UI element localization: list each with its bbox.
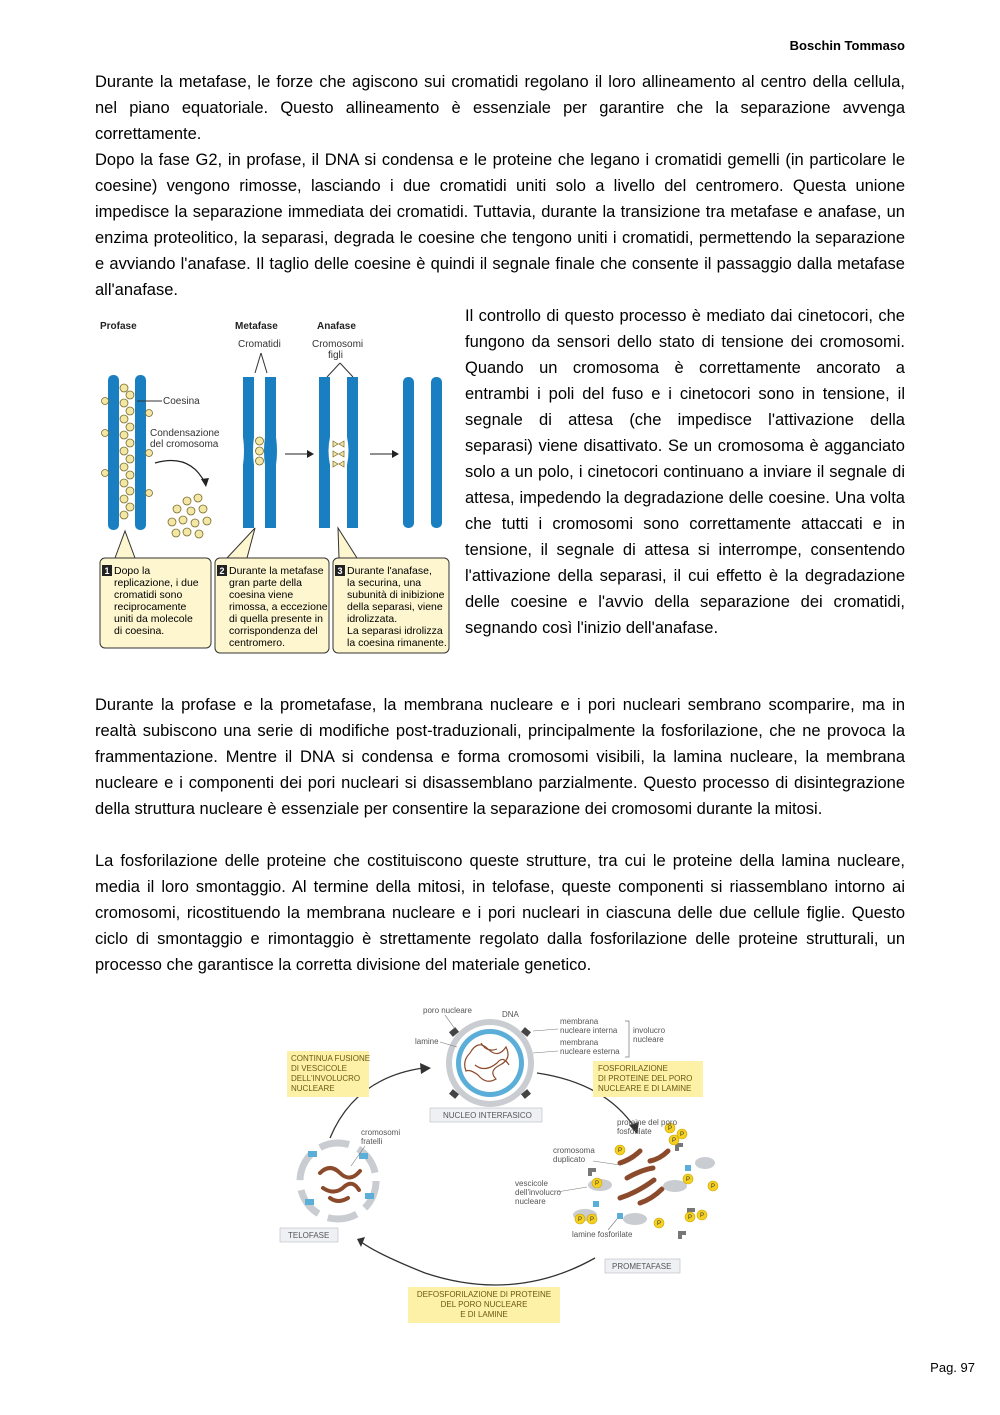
nuclear-envelope-cycle-figure — [275, 1003, 735, 1328]
svg-text:P: P — [589, 1217, 595, 1223]
svg-text:P: P — [671, 1138, 677, 1144]
telophase-nucleus — [300, 1143, 376, 1219]
label-anafase: Anafase — [317, 321, 356, 332]
svg-text:la securina, una: la securina, una — [347, 577, 422, 589]
label-telofase: TELOFASE — [288, 1231, 330, 1240]
label-lamine-fosforilate: lamine fosforilate — [572, 1230, 633, 1239]
svg-text:P: P — [699, 1213, 705, 1219]
svg-text:di coesina.: di coesina. — [114, 625, 165, 637]
label-del-cromosoma: del cromosoma — [150, 439, 219, 450]
label-metafase: Metafase — [235, 321, 278, 332]
interphase-nucleus — [446, 1019, 534, 1107]
label-membrana-interna: nucleare interna — [560, 1026, 618, 1035]
svg-text:P: P — [685, 1177, 691, 1183]
svg-text:1: 1 — [104, 566, 110, 576]
svg-text:subunità di inibizione: subunità di inibizione — [347, 589, 445, 601]
svg-text:cromatidi sono: cromatidi sono — [114, 589, 183, 601]
phosphate-markers — [575, 1123, 718, 1228]
caption-box-2 — [215, 558, 329, 653]
label-fosforilazione: NUCLEARE E DI LAMINE — [598, 1084, 692, 1093]
svg-text:Dopo la: Dopo la — [114, 565, 151, 577]
svg-text:P: P — [656, 1221, 662, 1227]
label-cromosomi: Cromosomi — [312, 339, 364, 350]
paragraph-2: Dopo la fase G2, in profase, il DNA si condensa e le proteine che legano i cromatidi gemelli (in particolare le coesine) vengono rimosse, lasciando i due cromatidi uniti solo a livello del centromero. Questa unione impedisce la separazione immediata dei cromatidi. Tuttavia, durante la transizione tra metafase e anafase, un enzima proteolitico, la separasi, degrada le coesine che tengono uniti i cromatidi, permettendo la separazione e avviando l'anafase. Il taglio delle coesine è quindi il segnale finale che consente il passaggio dalla metafase all'anafase. — [95, 151, 905, 299]
svg-text:P: P — [679, 1132, 685, 1138]
author-name: Boschin Tommaso — [789, 38, 905, 53]
label-dna: DNA — [502, 1010, 519, 1019]
label-proteine-poro: fosforilate — [617, 1127, 652, 1136]
svg-text:P: P — [710, 1184, 716, 1190]
svg-text:P: P — [687, 1215, 693, 1221]
svg-text:2: 2 — [219, 566, 225, 576]
svg-text:uniti da molecole: uniti da molecole — [114, 613, 193, 625]
svg-text:corrispondenza del: corrispondenza del — [229, 625, 318, 637]
svg-text:involucro: involucro — [633, 1026, 666, 1035]
svg-text:replicazione, i due: replicazione, i due — [114, 577, 199, 589]
label-lamine: lamine — [415, 1037, 439, 1046]
label-involucro-nucleare: nucleare — [633, 1035, 664, 1044]
svg-text:rimossa, a eccezione: rimossa, a eccezione — [229, 601, 328, 613]
svg-text:FOSFORILAZIONE: FOSFORILAZIONE — [598, 1064, 668, 1073]
svg-text:proteine del poro: proteine del poro — [617, 1118, 678, 1127]
caption-box-3 — [333, 558, 449, 653]
svg-text:coesina viene: coesina viene — [229, 589, 294, 601]
svg-text:cromosomi: cromosomi — [361, 1128, 401, 1137]
svg-text:P: P — [617, 1148, 623, 1154]
svg-text:centromero.: centromero. — [229, 637, 286, 649]
svg-text:vescicole: vescicole — [515, 1179, 548, 1188]
label-continua-fusione: NUCLEARE — [291, 1084, 335, 1093]
svg-text:DEL PORO NUCLEARE: DEL PORO NUCLEARE — [440, 1300, 528, 1309]
svg-text:della separasi, viene: della separasi, viene — [347, 601, 443, 613]
label-membrana-esterna: nucleare esterna — [560, 1047, 620, 1056]
paragraph-1: Durante la metafase, le forze che agiscono sui cromatidi regolano il loro allineamento al centro della cellula, nel piano equatoriale. Questo allineamento è essenziale per garantire che la separazione avvenga correttamente. — [95, 73, 905, 143]
paragraph-3: Il controllo di questo processo è mediato dai cinetocori, che fungono da sensori dello stato di tensione dei cromosomi. Quando un cromosoma è correttamente ancorato a entrambi i poli del fuso e i cinetocori sono in tensione, il segnale di attesa (che impedisce l'attivazione della separasi) viene disattivato. Se un cromosoma è agganciato solo a un polo, i cinetocori continuano a inviare il segnale di attesa, impedendo la degradazione delle coesine. Una volta che tutti i cromosomi sono correttamente attaccati e in tensione, il segnale di attesa si interrompe, consentendo l'attivazione della separasi, il cui effetto è la degradazione delle coesine e l'avvio della separazione dei cromatidi, segnando così l'inizio dell'anafase. — [465, 307, 905, 637]
label-nucleo-interfasico: NUCLEO INTERFASICO — [443, 1111, 532, 1120]
cohesin-figure — [95, 313, 455, 658]
svg-text:membrana: membrana — [560, 1017, 599, 1026]
svg-text:Durante la metafase: Durante la metafase — [229, 565, 324, 577]
label-condensazione: Condensazione — [150, 428, 220, 439]
svg-text:La separasi idrolizza: La separasi idrolizza — [347, 625, 443, 637]
svg-text:DI VESCICOLE: DI VESCICOLE — [291, 1064, 348, 1073]
svg-text:P: P — [667, 1126, 673, 1132]
label-figli: figli — [328, 350, 344, 361]
page-number: Pag. 97 — [930, 1360, 975, 1375]
svg-text:cromosoma: cromosoma — [553, 1146, 595, 1155]
svg-text:membrana: membrana — [560, 1038, 599, 1047]
svg-text:P: P — [577, 1217, 583, 1223]
free-cohesin — [168, 494, 211, 538]
svg-text:DELL'INVOLUCRO: DELL'INVOLUCRO — [291, 1074, 361, 1083]
svg-text:idrolizzata.: idrolizzata. — [347, 613, 398, 625]
label-coesina: Coesina — [163, 396, 200, 407]
prometaphase-components — [573, 1143, 715, 1239]
label-profase: Profase — [100, 321, 137, 332]
label-poro-nucleare: poro nucleare — [423, 1006, 472, 1015]
separated-chromosomes — [403, 377, 442, 528]
svg-text:dell'involucro: dell'involucro — [515, 1188, 561, 1197]
svg-text:Durante l'anafase,: Durante l'anafase, — [347, 565, 432, 577]
svg-text:DI PROTEINE DEL PORO: DI PROTEINE DEL PORO — [598, 1074, 693, 1083]
label-vescicole: nucleare — [515, 1197, 546, 1206]
svg-text:DEFOSFORILAZIONE DI PROTEINE: DEFOSFORILAZIONE DI PROTEINE — [416, 1290, 552, 1299]
svg-text:3: 3 — [337, 566, 343, 576]
svg-text:P: P — [594, 1181, 600, 1187]
label-cromosoma-duplicato: duplicato — [553, 1155, 586, 1164]
profase-chromosome — [102, 375, 153, 530]
paragraph-5: La fosforilazione delle proteine che costituiscono queste strutture, tra cui le proteine della lamina nucleare, media il loro smontaggio. Al termine della mitosi, in telofase, queste componenti si riassemblano intorno ai cromosomi, ricostituendo la membrana nucleare e i pori nucleari in ciascuna delle due cellule figlie. Questo ciclo di smontaggio e rimontaggio è strettamente regolato dalla fosforilazione delle proteine strutturali, un processo che garantisce la corretta divisione del materiale genetico. — [95, 852, 905, 974]
svg-text:gran parte della: gran parte della — [229, 577, 302, 589]
metafase-chromosome — [243, 377, 277, 528]
svg-text:la coesina rimanente.: la coesina rimanente. — [347, 637, 447, 649]
svg-text:reciprocamente: reciprocamente — [114, 601, 187, 613]
paragraph-4: Durante la profase e la prometafase, la membrana nucleare e i pori nucleari sembrano scomparire, ma in realtà subiscono una serie di modifiche post-traduzionali, principalmente la fosforilazione, che ne provoca la frammentazione. Mentre il DNA si condensa e forma cromosomi visibili, la lamina nucleare, la membrana nucleare e i componenti dei pori nucleari si disassemblano parzialmente. Questo processo di disintegrazione della struttura nucleare è essenziale per consentire la separazione dei cromosomi durante la mitosi. — [95, 696, 905, 818]
label-prometafase: PROMETAFASE — [612, 1262, 672, 1271]
caption-box-1 — [100, 558, 211, 648]
svg-text:CONTINUA FUSIONE: CONTINUA FUSIONE — [291, 1054, 371, 1063]
label-cromatidi: Cromatidi — [238, 339, 281, 350]
anafase-chromosome — [319, 377, 358, 528]
label-cromosomi-fratelli: fratelli — [361, 1137, 383, 1146]
label-defosforilazione: E DI LAMINE — [460, 1310, 508, 1319]
svg-text:di quella presente in: di quella presente in — [229, 613, 323, 625]
